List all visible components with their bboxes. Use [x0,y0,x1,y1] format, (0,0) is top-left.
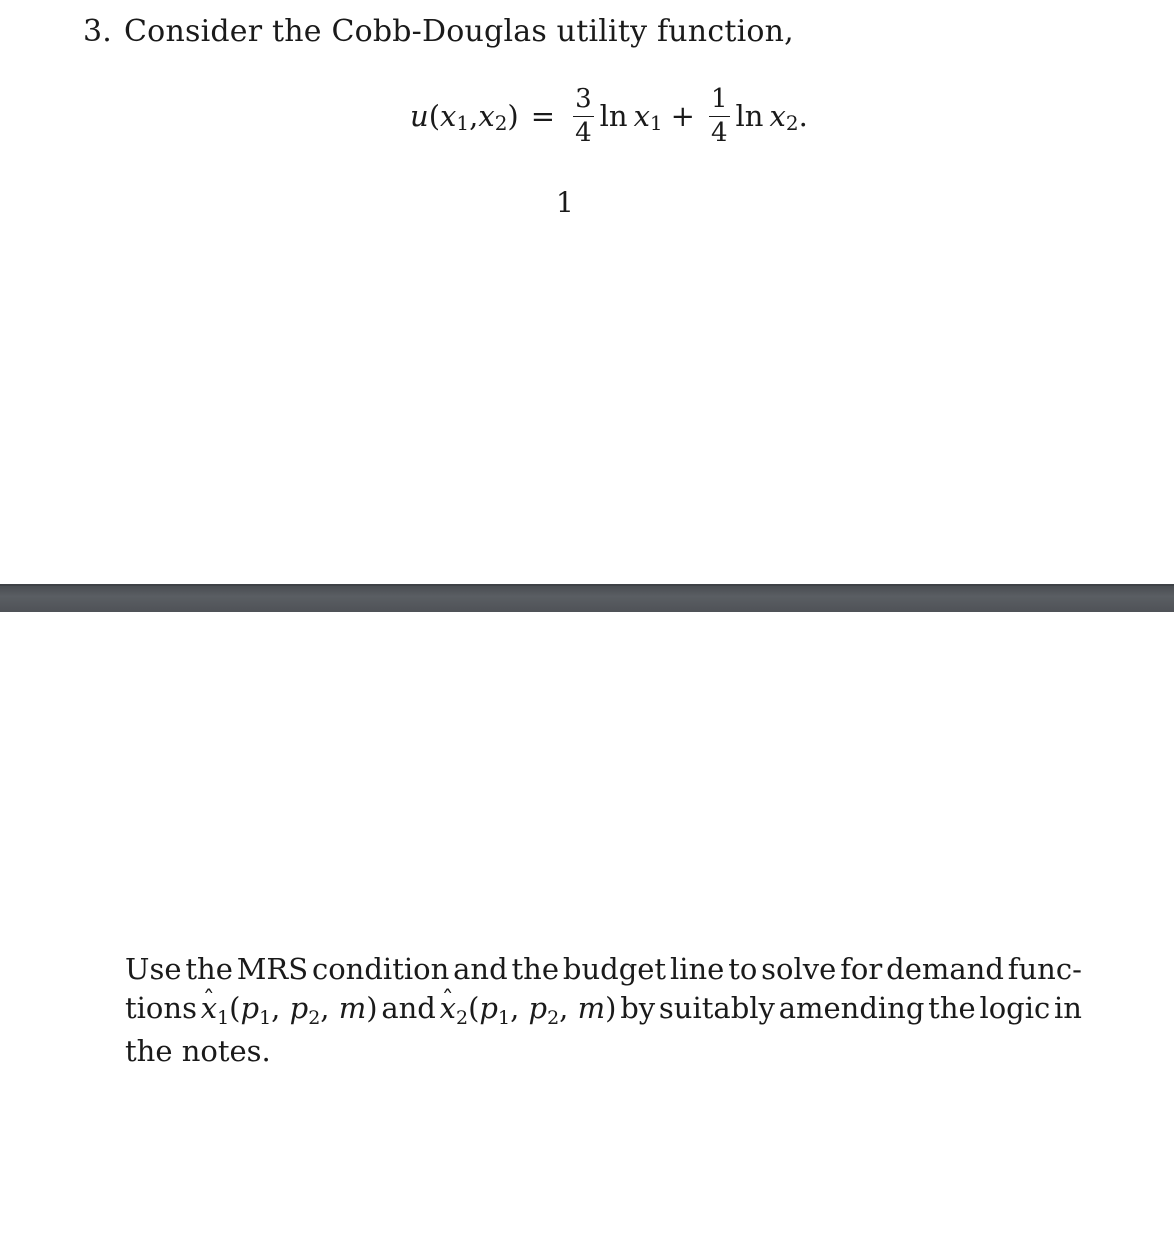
eq-equals: = [530,99,556,133]
word: in [1054,991,1082,1025]
args-close: ) [605,991,617,1025]
utility-equation [410,78,808,154]
eq-fraction-2-numerator: 1 [710,84,728,114]
args-close: ) [366,991,378,1025]
eq-lhs-x1: x [440,99,457,133]
args-open: ( [229,991,241,1025]
arg-m: m [577,991,606,1025]
problem-heading [83,14,794,49]
instruction-paragraph [125,950,1082,1071]
eq-term2-sub: 2 [785,111,799,135]
paragraph-line-1 [125,950,1082,989]
paragraph-line-3-text: the notes. [125,1034,271,1068]
demand-function-1 [201,989,378,1032]
eq-lhs-open: ( [428,99,441,133]
word: tions [125,991,197,1025]
arg-comma: , [510,991,529,1025]
eq-lhs-x2: x [478,99,495,133]
word: Use [125,952,182,986]
arg-comma: , [271,991,290,1025]
arg-p1: p [240,991,260,1025]
paragraph-line-2 [125,989,1082,1032]
eq-fraction-1 [573,86,594,146]
word: condition [311,952,450,986]
word: the [511,952,560,986]
eq-plus: + [670,99,695,133]
arg-p1: p [479,991,498,1025]
arg-comma: , [320,991,339,1025]
page-top [0,0,1174,584]
arg-p1-sub: 1 [497,1007,511,1029]
arg-p2-sub: 2 [308,1007,321,1029]
word: demand [886,952,1004,986]
word: by [620,991,656,1025]
word: the [185,952,233,986]
page-number: 1 [556,186,574,219]
word: suitably [658,991,775,1025]
page-bottom [0,612,1174,1248]
x-hat-2-sub: 2 [455,1007,469,1029]
arg-comma: , [559,991,578,1025]
problem-heading-text: Consider the Cobb-Douglas utility function, [124,14,794,49]
args-open: ( [468,991,480,1025]
word: line [669,952,725,986]
word: and [381,991,436,1025]
word: solve [761,952,837,986]
arg-m: m [338,991,367,1025]
eq-term1-sub: 1 [649,111,663,135]
word: for [840,952,883,986]
x-hat-1: ˆ x [201,989,217,1028]
eq-fraction-1-bar [573,116,594,117]
eq-end-punct: . [798,99,808,133]
eq-term2-x: x [769,99,786,133]
eq-lhs-close: ) [507,99,519,133]
word: func- [1007,952,1082,986]
arg-p2: p [289,991,309,1025]
eq-ln-1: ln [599,99,628,133]
eq-lhs-fn: u [410,99,429,133]
eq-term1-x: x [633,99,650,133]
paragraph-line-3 [125,1032,1082,1071]
eq-fraction-1-numerator: 3 [575,84,592,114]
word: and [453,952,508,986]
arg-p2-sub: 2 [547,1007,560,1029]
eq-ln-2: ln [735,99,764,133]
word: to [728,952,758,986]
eq-lhs-sub1: 1 [456,111,470,135]
x-hat-1-sub: 1 [217,1007,230,1029]
eq-lhs-sub2: 2 [494,111,508,135]
demand-function-2 [440,989,617,1032]
x-hat-2: ˆ x [440,989,456,1028]
word: amending [778,991,925,1025]
page-separator [0,584,1174,612]
word: logic [979,991,1051,1025]
problem-number: 3. [83,14,113,49]
word: budget [562,952,667,986]
eq-fraction-1-denominator: 4 [575,118,592,148]
word: MRS [236,952,309,986]
word: the [928,991,976,1025]
eq-lhs-sep: , [469,99,479,133]
eq-fraction-2 [709,86,730,146]
arg-p2: p [528,991,548,1025]
eq-fraction-2-denominator: 4 [710,118,728,148]
eq-fraction-2-bar [709,116,730,117]
arg-p1-sub: 1 [259,1007,272,1029]
